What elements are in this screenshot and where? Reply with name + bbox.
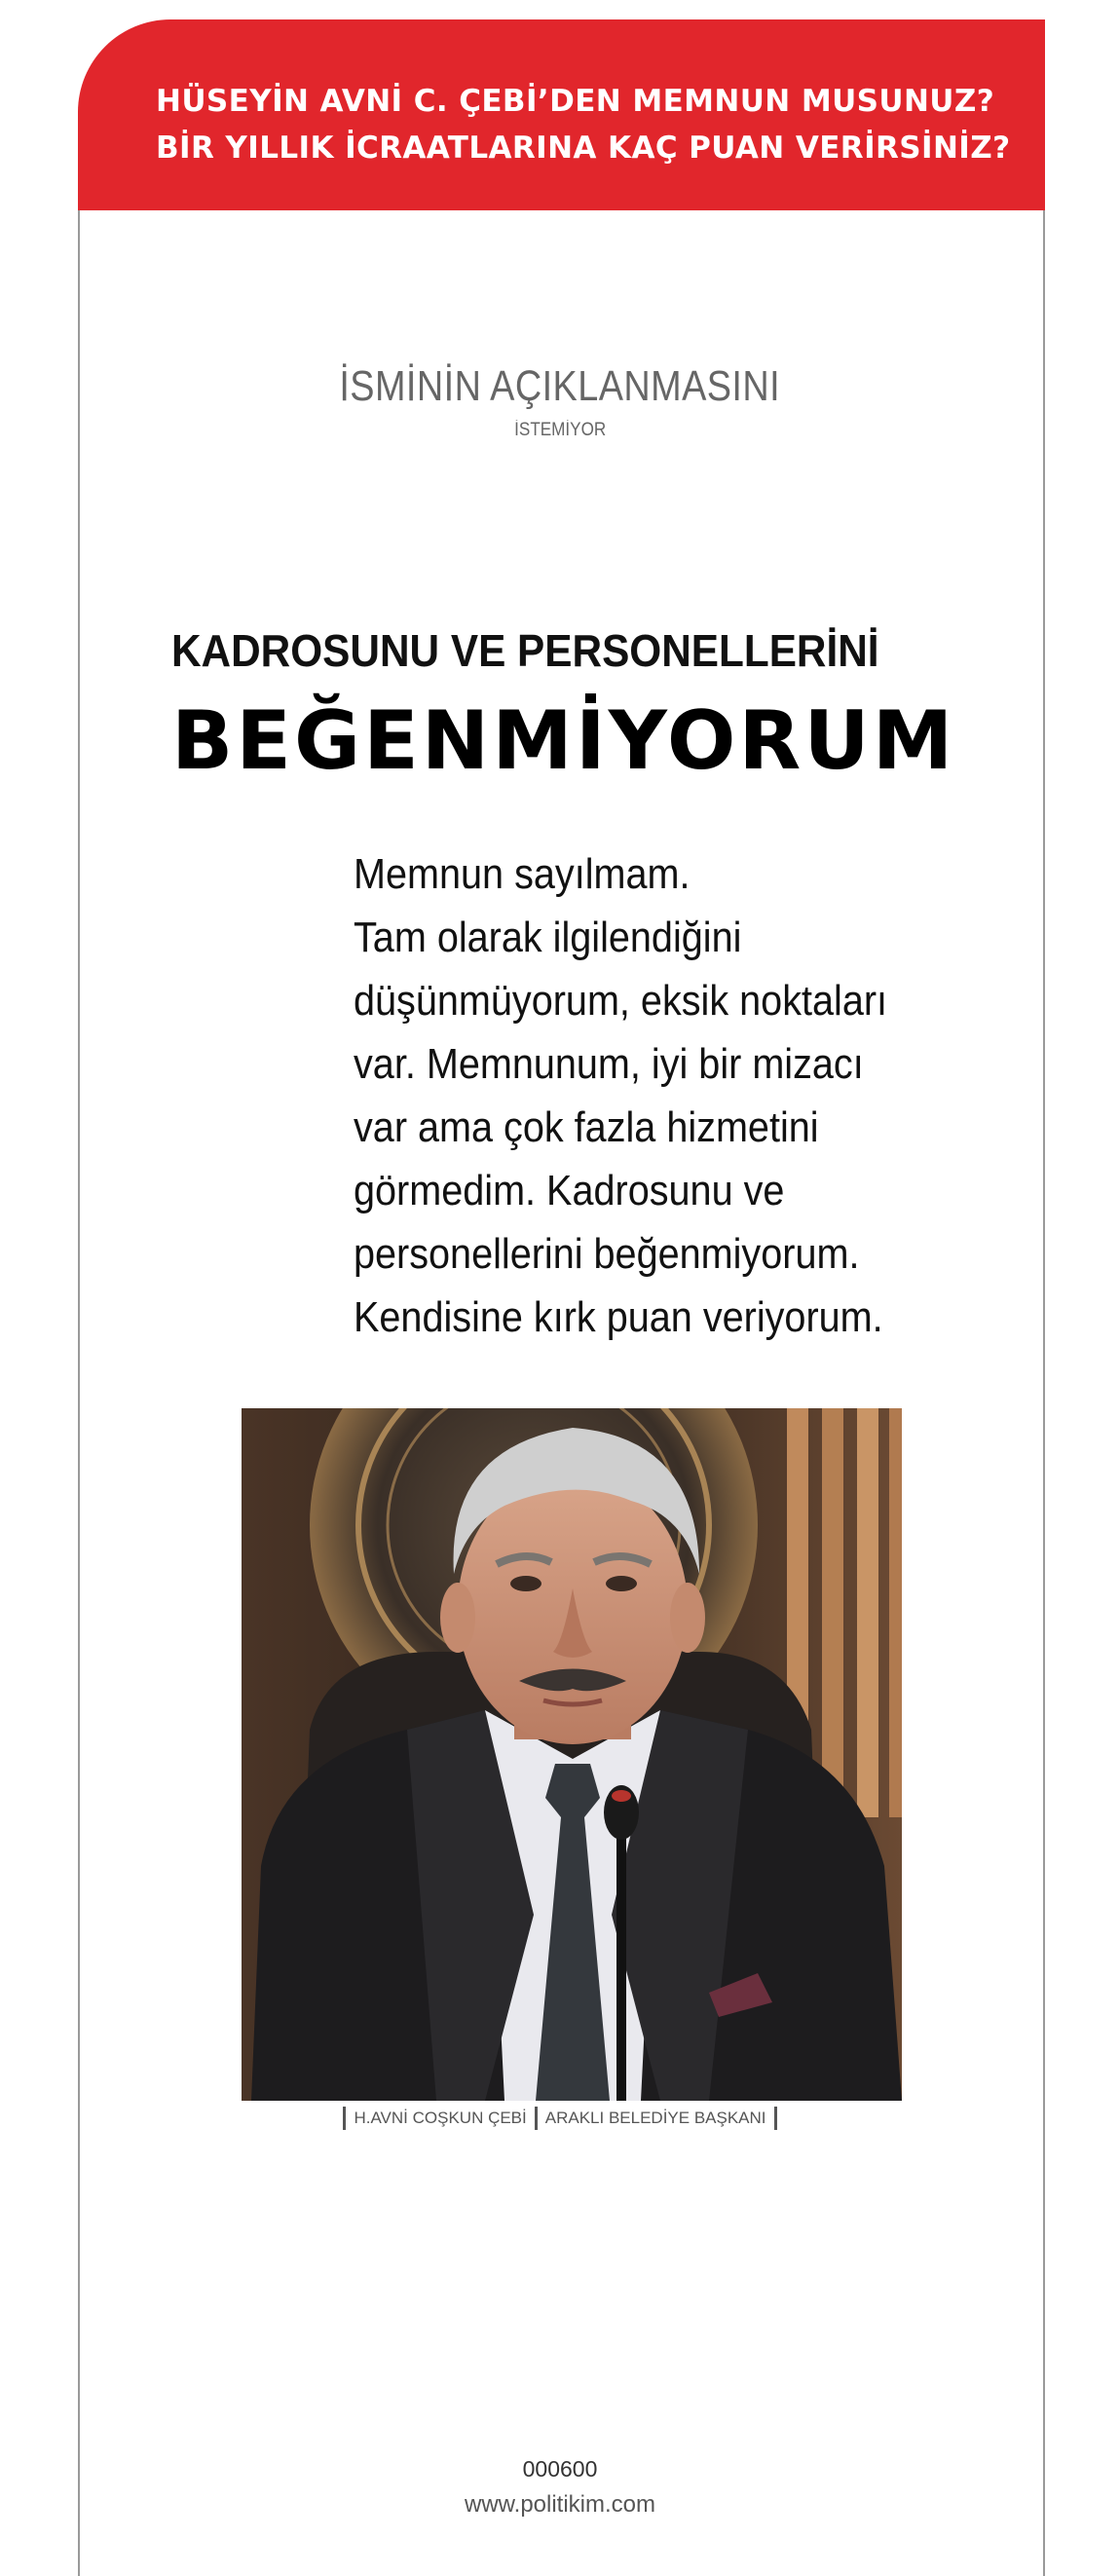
quote-line: görmedim. Kadrosunu ve [354,1167,785,1214]
quote-line: Memnun sayılmam. [354,850,691,898]
caption-name: H.AVNİ COŞKUN ÇEBİ [354,2109,527,2127]
caption-title: ARAKLI BELEDİYE BAŞKANI [544,2109,766,2127]
frame-left-border [78,209,80,2576]
mayor-portrait-photo [242,1408,902,2101]
quote-line: düşünmüyorum, eksik noktaları [354,977,888,1025]
anonymous-respondent-label: İSMİNİN AÇIKLANMASINI [339,362,781,410]
caption-divider [535,2107,538,2130]
quote-line: var. Memnunum, iyi bir mizacı [354,1040,864,1088]
respondent-quote [354,842,977,1349]
banner-question-line-2: BİR YILLIK İCRAATLARINA KAÇ PUAN VERİRSİNİZ? [156,131,1011,166]
frame-right-border [1043,209,1045,2576]
quote-line: Kendisine kırk puan veriyorum. [354,1293,883,1341]
footer-website-link[interactable]: www.politikim.com [464,2491,656,2518]
caption-divider [343,2107,346,2130]
photo-caption [0,2107,1120,2130]
headline-kicker: KADROSUNU VE PERSONELLERİNİ [171,625,879,676]
footer-code: 000600 [522,2456,598,2482]
anonymous-respondent-sublabel: İSTEMİYOR [514,420,607,440]
question-banner [78,19,1045,210]
quote-line: var ama çok fazla hizmetini [354,1103,819,1151]
quote-line: personellerini beğenmiyorum. [354,1230,860,1278]
headline-main: BEĞENMİYORUM [171,693,956,788]
quote-line: Tam olarak ilgilendiğini [354,914,742,961]
banner-question-line-1: HÜSEYİN AVNİ C. ÇEBİ’DEN MEMNUN MUSUNUZ? [156,84,995,119]
caption-divider [774,2107,777,2130]
